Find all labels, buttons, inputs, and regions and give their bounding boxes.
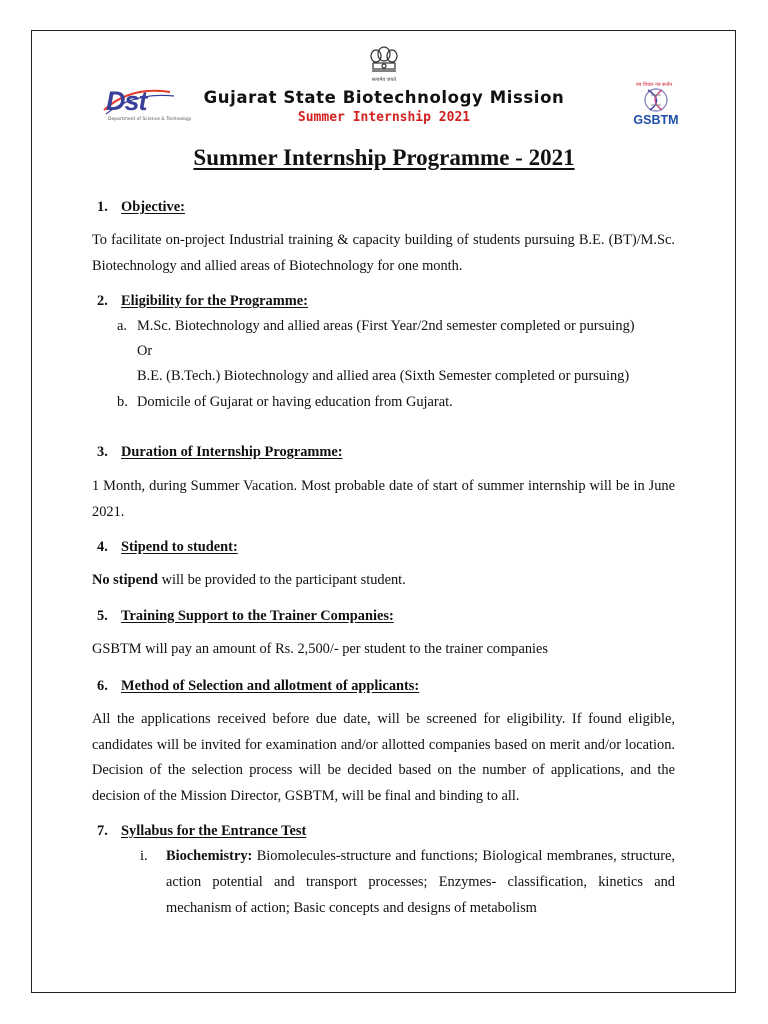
section-heading-selection: 6. Method of Selection and allotment of applicants: bbox=[97, 678, 420, 694]
section-heading-stipend: 4. Stipend to student: bbox=[97, 539, 238, 555]
section-heading-duration: 3. Duration of Internship Programme: bbox=[97, 444, 343, 460]
syllabus-item-biochemistry: Biochemistry: Biomolecules-structure and functions; Biological membranes, structure, action potential and transport processes; Enzymes- classification, kinetics and mechanism of action; Basic concepts and designs of metabolism bbox=[166, 848, 675, 916]
gsbtm-logo-text: GSBTM bbox=[633, 113, 679, 127]
objective-text: To facilitate on-project Industrial training & capacity building of students pursuing B.E. (BT)/M.Sc. Biotechnology and allied areas of Biotechnology for one month. bbox=[92, 232, 675, 274]
gsbtm-tagline: नव विचार नव सर्जन bbox=[635, 82, 673, 88]
syllabus-item-marker: i. bbox=[140, 848, 148, 864]
stipend-text: No stipend will be provided to the participant student. bbox=[92, 572, 406, 588]
section-heading-objective: 1. Objective: bbox=[97, 199, 185, 215]
page-title: Summer Internship Programme - 2021 bbox=[193, 145, 575, 170]
section-heading-training-support: 5. Training Support to the Trainer Companies: bbox=[97, 608, 394, 624]
training-support-text: GSBTM will pay an amount of Rs. 2,500/- per student to the trainer companies bbox=[92, 641, 549, 657]
duration-text: 1 Month, during Summer Vacation. Most probable date of start of summer internship will be in June 2021. bbox=[92, 478, 675, 520]
selection-text: All the applications received before due date, will be screened for eligibility. If found eligible, candidates will be invited for examination and/or allotted companies based on merit and/or location. Decision of the selection process will be decided based on the number of applications, and the decision of the Mission Director, GSBTM, will be final and binding to all. bbox=[92, 711, 675, 804]
dst-logo-caption: Department of Science & Technology bbox=[108, 117, 192, 122]
dst-logo-text: Dst bbox=[106, 86, 147, 116]
emblem-caption: सत्यमेव जयते bbox=[371, 77, 397, 83]
section-heading-syllabus: 7. Syllabus for the Entrance Test bbox=[97, 823, 307, 839]
org-subtitle: Summer Internship 2021 bbox=[297, 110, 471, 125]
org-title: Gujarat State Biotechnology Mission bbox=[203, 88, 565, 107]
section-heading-eligibility: 2. Eligibility for the Programme: bbox=[97, 293, 308, 309]
